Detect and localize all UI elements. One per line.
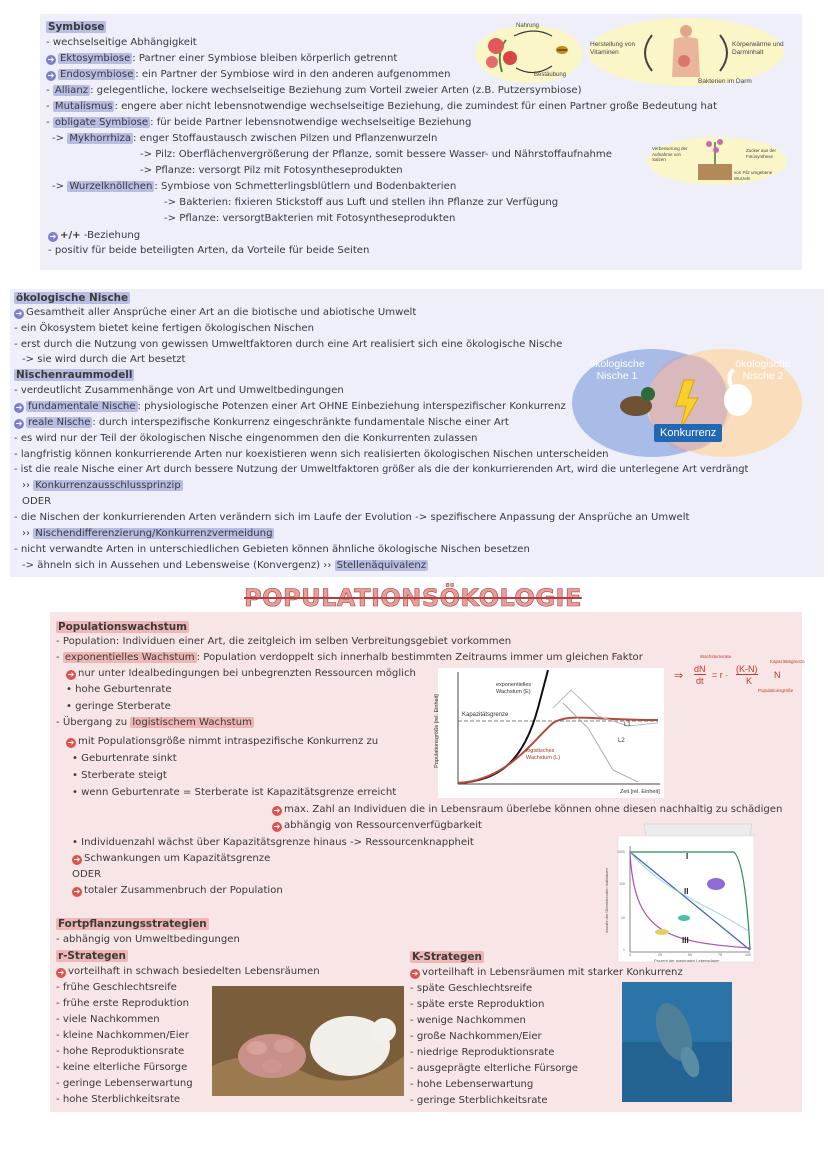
k-line: - wenige Nachkommen bbox=[410, 1015, 526, 1026]
symbiose-line: ➔ Ektosymbiose : Partner einer Symbiose bleiben körperlich getrennt bbox=[47, 53, 398, 64]
nische-heading: ökologische Nische bbox=[16, 292, 129, 304]
arrow-icon: ➔ bbox=[47, 71, 55, 80]
symbiose-line: -> Pflanze: versorgt Pilz mit Fotosyntheseprodukten bbox=[140, 165, 403, 176]
growth-formula: ⇒ dN dt = r · (K-N) K N Wachstumsrate Kapazitätsgrenze Populationsgröße bbox=[674, 654, 805, 693]
arrow-icon: ➔ bbox=[49, 232, 57, 241]
mice-photo bbox=[212, 986, 404, 1096]
nische-line: - nicht verwandte Arten in unterschiedlichen Gebieten können ähnliche ökologische Nischen besetzen bbox=[14, 544, 530, 555]
symbiose-line: -> Pflanze: versorgtBakterien mit Fotosyntheseprodukten bbox=[164, 213, 456, 224]
l2-curve bbox=[563, 703, 638, 782]
y-tick: 1 bbox=[623, 948, 625, 952]
arrow-icon: ➔ bbox=[47, 55, 55, 64]
growth-chart bbox=[433, 668, 664, 798]
arrow-icon: ➔ bbox=[411, 969, 419, 978]
symbiose-line: - wechselseitige Abhängigkeit bbox=[46, 37, 197, 48]
y-tick: 10 bbox=[621, 916, 625, 920]
fish-icon bbox=[655, 929, 669, 935]
strategies-sub: - abhängig von Umweltbedingungen bbox=[56, 934, 240, 945]
r-line: - viele Nachkommen bbox=[56, 1014, 160, 1025]
mycorrhiza-label: von Pilz umgebene Wurzeln bbox=[734, 170, 773, 181]
k-line: - späte Geschlechtsreife bbox=[410, 983, 533, 994]
arrow-icon: ➔ bbox=[57, 968, 65, 977]
fortpflanzung-heading: Fortpflanzungsstrategien bbox=[58, 918, 207, 930]
pollination-label: Bestäubung bbox=[534, 72, 567, 78]
curve-label-I: I bbox=[686, 852, 689, 861]
nische-line: ›› Konkurrenzausschlussprinzip bbox=[22, 480, 181, 491]
whale-photo bbox=[622, 982, 732, 1102]
page-title: POPULATIONSÖKOLOGIE bbox=[244, 584, 582, 612]
symbiose-line: - obligate Symbiose : für beide Partner lebensnotwendige wechselseitige Beziehung bbox=[46, 117, 472, 128]
arrow-icon: ➔ bbox=[15, 309, 23, 318]
r-line: - frühe Geschlechtsreife bbox=[56, 982, 177, 993]
curve-label-III: III bbox=[682, 936, 689, 945]
arrow-icon: ➔ bbox=[273, 806, 281, 815]
survival-chart-xlabel: Prozent der maximalen Lebensdauer bbox=[654, 958, 720, 963]
k-line: ➔ vorteilhaft in Lebensräumen mit starker Konkurrenz bbox=[411, 967, 683, 978]
r-line: ➔ vorteilhaft in schwach besiedelten Lebensräumen bbox=[57, 966, 320, 977]
r-strategen-heading: r-Strategen bbox=[58, 950, 126, 962]
tape-decoration bbox=[644, 824, 752, 836]
population-line: - exponentielles Wachstum : Population verdoppelt sich innerhalb bestimmten Zeitraums immer um gleichen Faktor bbox=[56, 652, 643, 663]
nische-line: ➔ fundamentale Nische : physiologische Potenzen einer Art OHNE Einbeziehung interspezifischer Konkurrenz bbox=[15, 401, 566, 412]
population-line: • Individuenzahl wächst über Kapazitätsgrenze hinaus -> Ressourcenknappheit bbox=[72, 837, 474, 848]
mycorrhiza-figure bbox=[646, 136, 788, 186]
populationswachstum-heading: Populationswachstum bbox=[58, 621, 187, 633]
survivorship-chart bbox=[604, 822, 756, 964]
k-line: - geringe Sterblichkeitsrate bbox=[410, 1095, 548, 1106]
y-tick: 100 bbox=[619, 882, 625, 886]
k-strategen-heading: K-Strategen bbox=[412, 951, 482, 963]
x-tick: 50 bbox=[688, 953, 692, 957]
mycorrhiza-label: Zucker aus der Fotosynthese bbox=[746, 148, 777, 159]
r-line: - hohe Reproduktionsrate bbox=[56, 1046, 185, 1057]
k-line: - große Nachkommen/Eier bbox=[410, 1031, 542, 1042]
r-line: - hohe Sterblichkeitsrate bbox=[56, 1094, 181, 1105]
symbiose-line: -> Bakterien: fixieren Stickstoff aus Luft und stellen ihn Pflanze zur Verfügung bbox=[164, 197, 559, 208]
gut-label: Herstellung von Vitaminen bbox=[590, 41, 636, 56]
gut-bacteria-figure bbox=[586, 17, 786, 87]
population-line: ➔ Schwankungen um Kapazitätsgrenze bbox=[73, 853, 271, 864]
growth-chart-ylabel: Populationsgröße [rel. Einheit] bbox=[433, 694, 440, 768]
x-tick: 25 bbox=[658, 953, 662, 957]
arrow-icon: ➔ bbox=[73, 855, 81, 864]
nische-line: - ein Ökosystem bietet keine fertigen ökologischen Nischen bbox=[14, 323, 314, 334]
nische-line: -> sie wird durch die Art besetzt bbox=[22, 354, 186, 365]
symbiose-line: - positiv für beide beteiligten Arten, da Vorteile für beide Seiten bbox=[48, 245, 370, 256]
logistic-label: logistisches Wachstum (L) bbox=[526, 748, 561, 761]
growth-chart-xlabel: Zeit [rel. Einheit] bbox=[620, 789, 660, 795]
population-line: - Übergang zu logistischem Wachstum bbox=[56, 717, 252, 728]
konkurrenz-badge: Konkurrenz bbox=[654, 424, 722, 442]
niche-1-label: ökologische Nische 1 bbox=[589, 358, 645, 382]
k-line: - niedrige Reproduktionsrate bbox=[410, 1047, 555, 1058]
population-line: • geringe Sterberate bbox=[66, 701, 171, 712]
growth-chart-svg bbox=[438, 668, 664, 798]
nische-line: ➔ reale Nische : durch interspezifische Konkurrenz eingeschränkte fundamentale Nische einer Art bbox=[15, 417, 509, 428]
gut-label: Körperwärme und Darminhalt bbox=[732, 41, 784, 56]
nische-line: ➔ Gesamtheit aller Ansprüche einer Art an die biotische und abiotische Umwelt bbox=[15, 307, 417, 318]
symbiose-line: -> Wurzelknöllchen : Symbiose von Schmetterlingsblütlern und Bodenbakterien bbox=[52, 181, 457, 192]
mycorrhiza-label: Verbesserung der Aufnahme von Salzen bbox=[652, 146, 688, 162]
exponential-label: exponentielles Wachstum (E) bbox=[496, 682, 532, 695]
symbiose-line: -> Pilz: Oberflächenvergrößerung der Pflanze, somit bessere Wasser- und Nährstoffaufnahme bbox=[140, 149, 612, 160]
symbiose-line: ➔ +/+ -Beziehung bbox=[49, 230, 141, 241]
niche-overlap-figure bbox=[572, 348, 802, 458]
symbiose-heading: Symbiose bbox=[48, 21, 105, 33]
elephant-icon bbox=[707, 878, 725, 890]
x-tick: 0 bbox=[629, 953, 631, 957]
x-tick: 75 bbox=[718, 953, 722, 957]
nischenraummodell-heading: Nischenraummodell bbox=[16, 369, 133, 381]
nische-line: - ist die reale Nische einer Art durch bessere Nutzung der Umweltfaktoren größer als die der konkurrierenden Art, wird die unterlegene Art verdrängt bbox=[14, 464, 749, 475]
nische-line: ›› Nischendifferenzierung/Konkurrenzvermeidung bbox=[22, 528, 273, 539]
r-line: - keine elterliche Fürsorge bbox=[56, 1062, 188, 1073]
curve-label-II: II bbox=[684, 887, 689, 896]
arrow-icon: ➔ bbox=[73, 887, 81, 896]
symbiose-line: - Allianz : gelegentliche, lockere wechselseitige Beziehung zum Vorteil zweier Arten (z.B. Putzersymbiose) bbox=[46, 85, 582, 96]
population-line: - Population: Individuen einer Art, die zeitgleich im selben Verbreitungsgebiet vorkommen bbox=[56, 636, 512, 647]
nische-line: - langfristig können konkurrierende Arten nur koexistieren wenn sich realisierten ökologischen Nischen unterscheiden bbox=[14, 449, 609, 460]
population-line: • wenn Geburtenrate = Sterberate ist Kapazitätsgrenze erreicht bbox=[72, 787, 397, 798]
population-line: • Geburtenrate sinkt bbox=[72, 753, 177, 764]
population-line: ➔ mit Populationsgröße nimmt intraspezifische Konkurrenz zu bbox=[67, 736, 379, 747]
nische-line: ODER bbox=[22, 496, 52, 507]
nische-line: - verdeutlicht Zusammenhänge von Art und Umweltbedingungen bbox=[14, 385, 344, 396]
population-line: ➔ max. Zahl an Individuen die in Lebensraum überlebe können ohne diesen nachhaltig zu schädigen bbox=[273, 804, 783, 815]
k-line: - späte erste Reproduktion bbox=[410, 999, 545, 1010]
r-line: - geringe Lebenserwartung bbox=[56, 1078, 193, 1089]
capacity-label: Kapazitätsgrenze bbox=[462, 712, 509, 718]
population-line: ➔ abhängig von Ressourcenverfügbarkeit bbox=[273, 820, 482, 831]
nische-line: - es wird nur der Teil der ökologischen Nische eingenommen den die Konkurrenten zulassen bbox=[14, 433, 478, 444]
niche-2-label: ökologische Nische 2 bbox=[735, 358, 791, 382]
k-line: - hohe Lebenserwartung bbox=[410, 1079, 534, 1090]
nische-line: -> ähneln sich in Aussehen und Lebensweise (Konvergenz) ›› Stellenäquivalenz bbox=[22, 560, 427, 571]
population-line: • Sterberate steigt bbox=[72, 770, 167, 781]
arrow-icon: ➔ bbox=[15, 403, 23, 412]
survival-chart-ylabel: Anzahl der Überlebenden Individuen bbox=[603, 868, 609, 933]
population-line: ➔ nur unter Idealbedingungen bei unbegrenzten Ressourcen möglich bbox=[67, 668, 416, 679]
symbiose-line: ➔ Endosymbiose : ein Partner der Symbiose wird in den anderen aufgenommen bbox=[47, 69, 451, 80]
arrow-icon: ➔ bbox=[67, 738, 75, 747]
nische-line: - erst durch die Nutzung von gewissen Umweltfaktoren durch eine Art realisiert sich eine ökologische Nische bbox=[14, 339, 563, 350]
y-tick: 1000 bbox=[617, 850, 625, 854]
k-line: - ausgeprägte elterliche Fürsorge bbox=[410, 1063, 578, 1074]
population-line: ➔ totaler Zusammenbruch der Population bbox=[73, 885, 283, 896]
symbiose-line: - Mutalismus : engere aber nicht lebensnotwendige wechselseitige Beziehung, die zumindest für einen Partner große Bedeutung hat bbox=[46, 101, 718, 112]
nische-line: - die Nischen der konkurrierenden Arten verändern sich im Laufe der Evolution -> spezifischere Anpassung der Ansprüche an Umwelt bbox=[14, 512, 690, 523]
population-line: • hohe Geburtenrate bbox=[66, 684, 172, 695]
symbiose-line: -> Mykhorrhiza : enger Stoffaustausch zwischen Pilzen und Pflanzenwurzeln bbox=[52, 133, 438, 144]
pollination-figure bbox=[474, 22, 584, 84]
r-line: - frühe erste Reproduktion bbox=[56, 998, 190, 1009]
population-line: ODER bbox=[72, 869, 102, 880]
arrow-icon: ➔ bbox=[273, 822, 281, 831]
l1-label: L1 bbox=[624, 722, 631, 728]
gut-label: Bakterien im Darm bbox=[698, 78, 752, 85]
arrow-icon: ➔ bbox=[15, 419, 23, 428]
l2-label: L2 bbox=[618, 738, 625, 744]
x-tick: 100 bbox=[745, 953, 751, 957]
pollination-label: Nahrung bbox=[516, 23, 540, 29]
bird-icon bbox=[678, 915, 690, 921]
r-line: - kleine Nachkommen/Eier bbox=[56, 1030, 189, 1041]
arrow-icon: ➔ bbox=[67, 670, 75, 679]
